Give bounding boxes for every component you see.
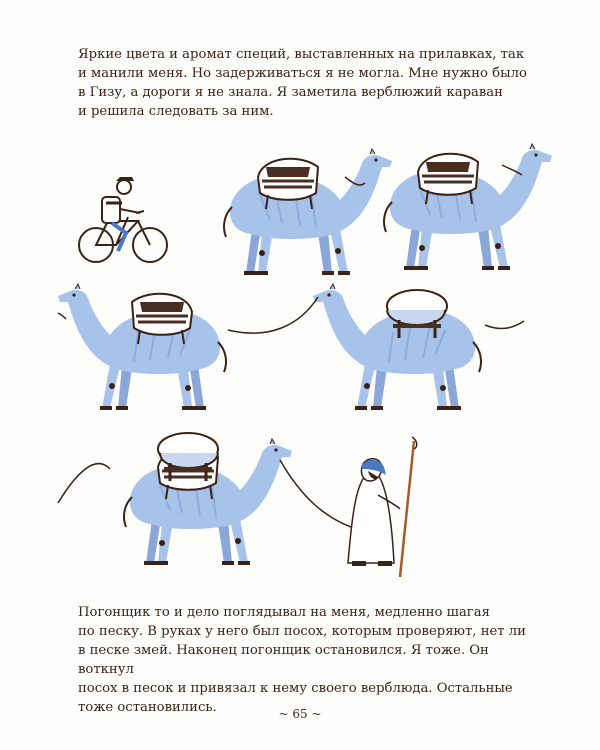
story-paragraph-bottom: Погонщик то и дело поглядывал на меня, медленно шагая по песку. В руках у него был посох, которым проверяют, нет ли в песке змей. Наконец погонщик остановился. Я тоже. Он воткнул посох в песок и привязал к нему своего верблюда. Остальные тоже остановились. <box>78 605 526 715</box>
camel-icon <box>224 149 392 275</box>
cyclist-icon <box>79 177 167 262</box>
camel-icon <box>124 433 292 565</box>
story-paragraph-top: Яркие цвета и аромат специй, выставленных на прилавках, так и манили меня. Но задерживаться я не могла. Мне нужно было в Гизу, а дороги я не знала. Я заметила верблюжий караван и решила следовать за ним. <box>78 47 527 119</box>
camel-icon <box>313 284 481 410</box>
page-number: ~ 65 ~ <box>278 707 322 721</box>
camel-caravan-illustration <box>0 135 600 595</box>
camel-icon <box>384 144 552 270</box>
camel-driver-icon <box>348 437 417 577</box>
camel-icon <box>58 284 226 410</box>
